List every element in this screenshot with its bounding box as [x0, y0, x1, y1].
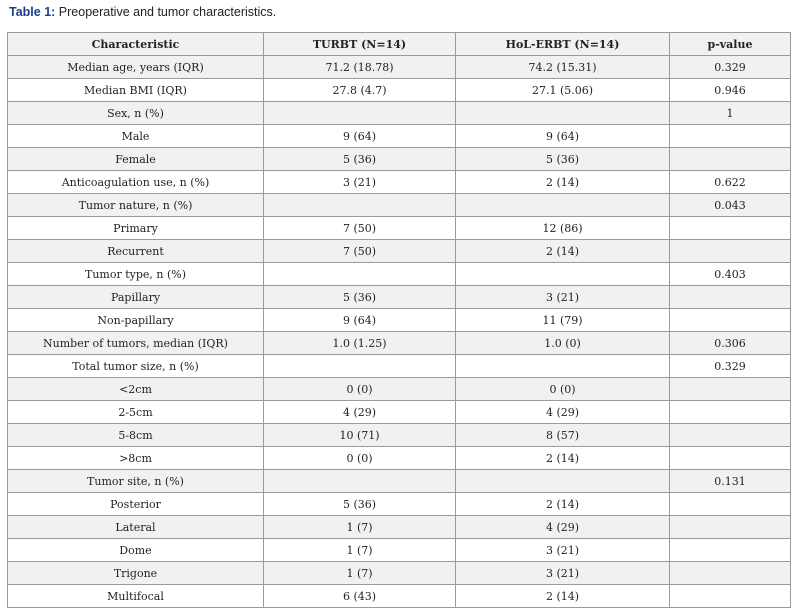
cell-hol-erbt: 2 (14): [456, 447, 670, 470]
table-row: [8, 539, 791, 562]
cell-turbt: 3 (21): [264, 171, 456, 194]
cell-hol-erbt: [456, 263, 670, 286]
table-row: [8, 424, 791, 447]
cell-turbt: 5 (36): [264, 286, 456, 309]
table-row: [8, 148, 791, 171]
table-row: [8, 355, 791, 378]
cell-characteristic: Papillary: [8, 286, 264, 309]
cell-p-value: 0.329: [670, 56, 791, 79]
cell-p-value: [670, 424, 791, 447]
cell-turbt: 9 (64): [264, 309, 456, 332]
cell-characteristic: >8cm: [8, 447, 264, 470]
table-row: [8, 102, 791, 125]
cell-p-value: [670, 447, 791, 470]
table-row: [8, 286, 791, 309]
cell-p-value: [670, 493, 791, 516]
table-caption: [9, 5, 276, 19]
cell-characteristic: Trigone: [8, 562, 264, 585]
cell-turbt: 5 (36): [264, 493, 456, 516]
cell-turbt: [264, 355, 456, 378]
cell-p-value: [670, 401, 791, 424]
cell-characteristic: Male: [8, 125, 264, 148]
cell-characteristic: Total tumor size, n (%): [8, 355, 264, 378]
cell-hol-erbt: 11 (79): [456, 309, 670, 332]
table-caption-text: Preoperative and tumor characteristics.: [55, 5, 277, 19]
cell-characteristic: Median BMI (IQR): [8, 79, 264, 102]
table-body: [8, 56, 791, 608]
cell-hol-erbt: 4 (29): [456, 401, 670, 424]
cell-turbt: [264, 102, 456, 125]
cell-hol-erbt: 1.0 (0): [456, 332, 670, 355]
cell-characteristic: Median age, years (IQR): [8, 56, 264, 79]
cell-turbt: 10 (71): [264, 424, 456, 447]
table-row: [8, 585, 791, 608]
cell-hol-erbt: 0 (0): [456, 378, 670, 401]
table-row: [8, 470, 791, 493]
cell-turbt: 71.2 (18.78): [264, 56, 456, 79]
cell-hol-erbt: [456, 470, 670, 493]
table-row: [8, 493, 791, 516]
table-row: [8, 217, 791, 240]
cell-characteristic: Posterior: [8, 493, 264, 516]
cell-p-value: [670, 585, 791, 608]
cell-turbt: 27.8 (4.7): [264, 79, 456, 102]
cell-p-value: [670, 125, 791, 148]
table-row: [8, 263, 791, 286]
cell-p-value: [670, 516, 791, 539]
table-header: [8, 33, 791, 56]
cell-turbt: [264, 263, 456, 286]
cell-characteristic: Lateral: [8, 516, 264, 539]
cell-p-value: 0.946: [670, 79, 791, 102]
table-row: [8, 401, 791, 424]
cell-turbt: 7 (50): [264, 217, 456, 240]
cell-characteristic: Primary: [8, 217, 264, 240]
cell-characteristic: Non-papillary: [8, 309, 264, 332]
cell-characteristic: Tumor nature, n (%): [8, 194, 264, 217]
cell-turbt: 0 (0): [264, 378, 456, 401]
cell-characteristic: Tumor site, n (%): [8, 470, 264, 493]
cell-characteristic: Recurrent: [8, 240, 264, 263]
cell-p-value: [670, 539, 791, 562]
cell-hol-erbt: [456, 102, 670, 125]
cell-p-value: [670, 148, 791, 171]
table-row: [8, 447, 791, 470]
table-caption-label: Table 1:: [9, 5, 56, 19]
cell-turbt: 1 (7): [264, 516, 456, 539]
cell-turbt: 9 (64): [264, 125, 456, 148]
cell-p-value: 0.622: [670, 171, 791, 194]
cell-turbt: 4 (29): [264, 401, 456, 424]
header-hol-erbt: HoL-ERBT (N=14): [456, 33, 670, 56]
characteristics-table: [7, 32, 791, 608]
cell-characteristic: 5-8cm: [8, 424, 264, 447]
cell-p-value: [670, 378, 791, 401]
cell-p-value: 0.403: [670, 263, 791, 286]
cell-p-value: [670, 240, 791, 263]
cell-p-value: [670, 309, 791, 332]
table-row: [8, 171, 791, 194]
cell-turbt: 1.0 (1.25): [264, 332, 456, 355]
cell-p-value: 0.043: [670, 194, 791, 217]
cell-turbt: [264, 470, 456, 493]
table-row: [8, 332, 791, 355]
cell-turbt: 1 (7): [264, 539, 456, 562]
cell-hol-erbt: 12 (86): [456, 217, 670, 240]
cell-turbt: 7 (50): [264, 240, 456, 263]
cell-hol-erbt: 3 (21): [456, 286, 670, 309]
table-row: [8, 240, 791, 263]
cell-p-value: 0.131: [670, 470, 791, 493]
cell-hol-erbt: [456, 194, 670, 217]
cell-hol-erbt: 8 (57): [456, 424, 670, 447]
cell-hol-erbt: 2 (14): [456, 493, 670, 516]
table-row: [8, 79, 791, 102]
table-row: [8, 309, 791, 332]
table-row: [8, 194, 791, 217]
cell-hol-erbt: 3 (21): [456, 562, 670, 585]
cell-characteristic: Anticoagulation use, n (%): [8, 171, 264, 194]
table-header-row: [8, 33, 791, 56]
table-row: [8, 125, 791, 148]
cell-p-value: 1: [670, 102, 791, 125]
cell-hol-erbt: 4 (29): [456, 516, 670, 539]
cell-turbt: 6 (43): [264, 585, 456, 608]
cell-hol-erbt: 2 (14): [456, 240, 670, 263]
cell-turbt: [264, 194, 456, 217]
table-row: [8, 56, 791, 79]
table-row: [8, 378, 791, 401]
header-turbt: TURBT (N=14): [264, 33, 456, 56]
cell-characteristic: Dome: [8, 539, 264, 562]
cell-hol-erbt: 27.1 (5.06): [456, 79, 670, 102]
cell-characteristic: Sex, n (%): [8, 102, 264, 125]
cell-hol-erbt: 74.2 (15.31): [456, 56, 670, 79]
cell-hol-erbt: 2 (14): [456, 171, 670, 194]
cell-p-value: [670, 562, 791, 585]
table-row: [8, 516, 791, 539]
cell-characteristic: Tumor type, n (%): [8, 263, 264, 286]
header-characteristic: Characteristic: [8, 33, 264, 56]
cell-hol-erbt: 9 (64): [456, 125, 670, 148]
header-p-value: p-value: [670, 33, 791, 56]
cell-characteristic: <2cm: [8, 378, 264, 401]
cell-turbt: 0 (0): [264, 447, 456, 470]
cell-p-value: [670, 286, 791, 309]
cell-characteristic: Number of tumors, median (IQR): [8, 332, 264, 355]
cell-characteristic: 2-5cm: [8, 401, 264, 424]
cell-turbt: 1 (7): [264, 562, 456, 585]
cell-hol-erbt: 5 (36): [456, 148, 670, 171]
cell-hol-erbt: [456, 355, 670, 378]
table-row: [8, 562, 791, 585]
cell-characteristic: Multifocal: [8, 585, 264, 608]
cell-p-value: [670, 217, 791, 240]
cell-hol-erbt: 3 (21): [456, 539, 670, 562]
cell-turbt: 5 (36): [264, 148, 456, 171]
cell-p-value: 0.306: [670, 332, 791, 355]
cell-characteristic: Female: [8, 148, 264, 171]
cell-p-value: 0.329: [670, 355, 791, 378]
cell-hol-erbt: 2 (14): [456, 585, 670, 608]
